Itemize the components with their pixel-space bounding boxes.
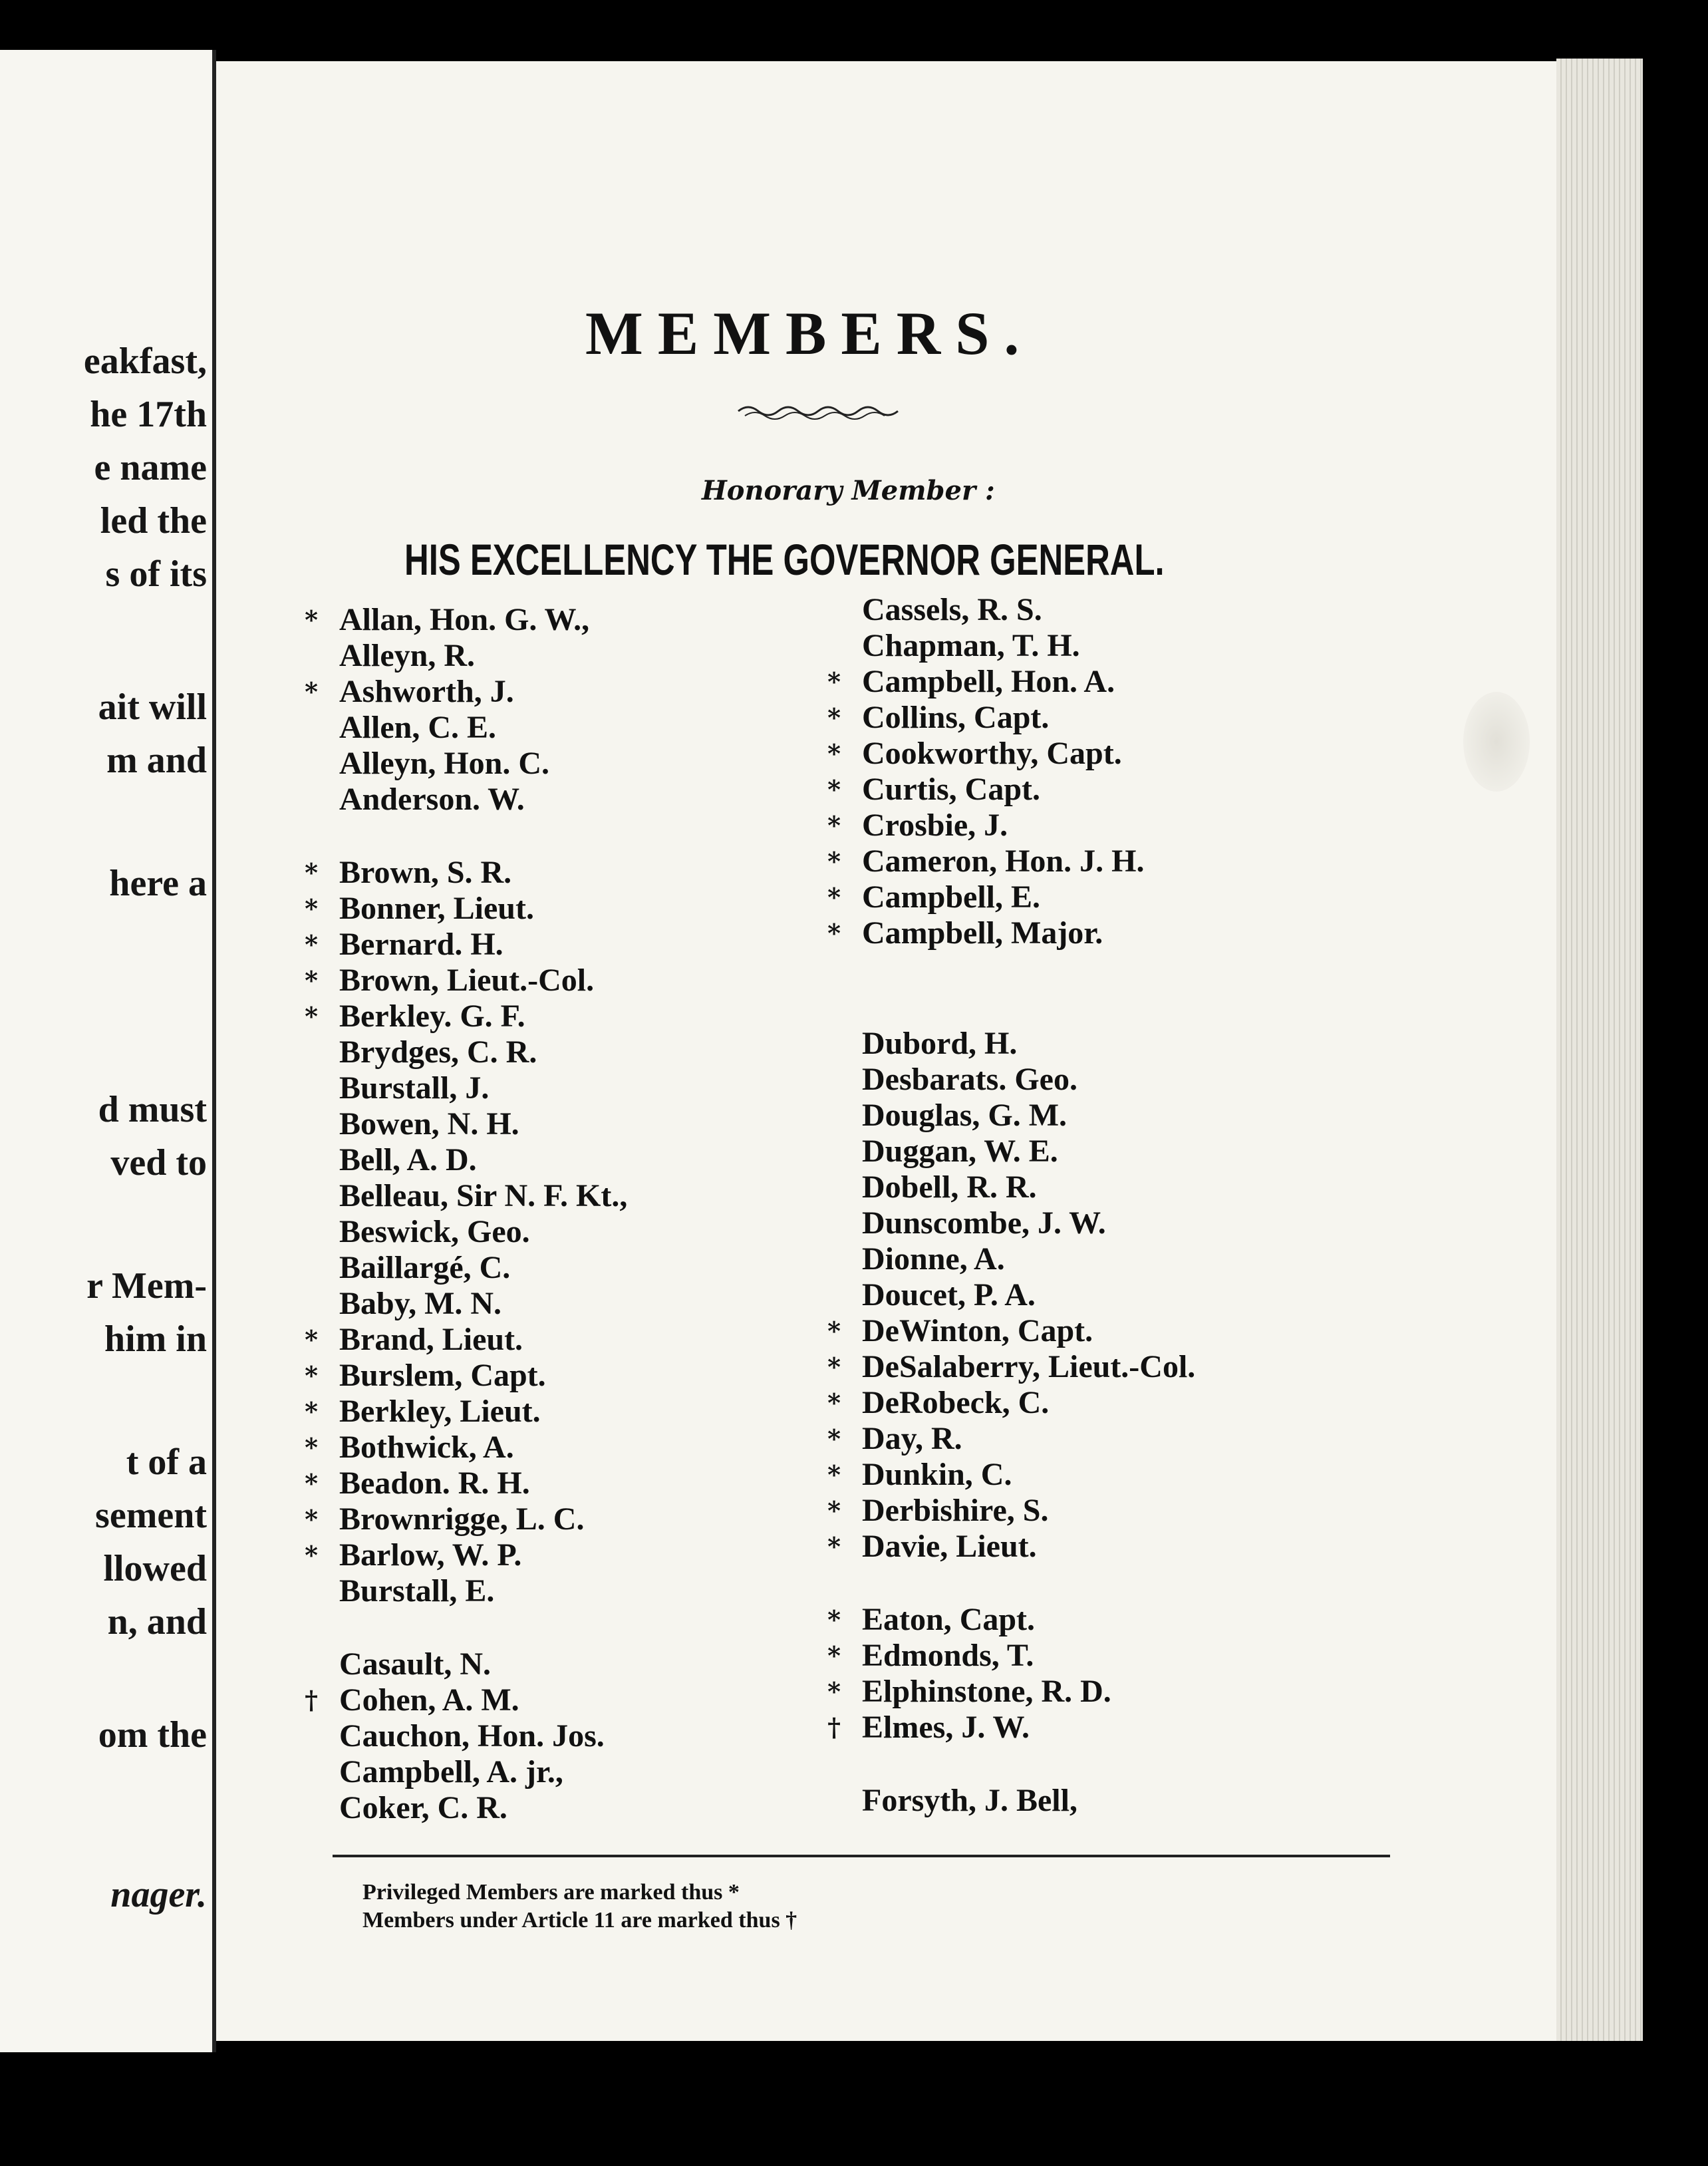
member-entry	[821, 808, 1419, 844]
member-mark: *	[305, 1396, 318, 1426]
member-name: Bowen, N. H.	[339, 1106, 519, 1142]
member-entry	[298, 1537, 897, 1573]
member-name: Anderson. W.	[339, 782, 525, 817]
member-name: Crosbie, J.	[862, 808, 1008, 843]
member-name: Dobell, R. R.	[862, 1169, 1037, 1205]
member-name: Campbell, A. jr.,	[339, 1754, 563, 1789]
member-name: Dunscombe, J. W.	[862, 1205, 1106, 1241]
member-mark: *	[305, 1504, 318, 1534]
member-name: DeSalaberry, Lieut.-Col.	[862, 1349, 1196, 1384]
member-entry	[821, 1457, 1419, 1493]
member-entry	[298, 999, 897, 1034]
member-entry	[298, 1682, 897, 1718]
member-name: Forsyth, J. Bell,	[862, 1783, 1077, 1818]
member-mark: *	[305, 1468, 318, 1498]
member-name: Burslem, Capt.	[339, 1358, 546, 1393]
member-mark: *	[827, 1531, 841, 1561]
member-entry	[821, 628, 1419, 664]
member-entry	[298, 963, 897, 999]
member-entry	[821, 879, 1419, 915]
member-mark: *	[305, 1360, 318, 1390]
member-entry	[821, 1313, 1419, 1349]
member-entry	[821, 700, 1419, 736]
member-entry	[821, 1602, 1419, 1638]
left-text-line: llowed	[103, 1548, 207, 1589]
member-entry	[821, 772, 1419, 808]
member-name: Dunkin, C.	[862, 1457, 1012, 1492]
member-entry	[821, 1098, 1419, 1134]
member-name: Campbell, Major.	[862, 915, 1103, 951]
member-entry	[298, 602, 897, 638]
member-name: Beswick, Geo.	[339, 1214, 530, 1249]
member-entry	[821, 736, 1419, 772]
member-entry	[298, 1142, 897, 1178]
member-name: Coker, C. R.	[339, 1790, 507, 1825]
member-mark: *	[305, 1001, 318, 1031]
member-name: Day, R.	[862, 1421, 962, 1456]
member-entry	[821, 1026, 1419, 1062]
member-entry	[298, 1646, 897, 1682]
member-mark: *	[305, 677, 318, 706]
member-mark: *	[827, 1676, 841, 1706]
member-name: Bonner, Lieut.	[339, 891, 534, 926]
member-name: Alleyn, R.	[339, 638, 475, 673]
member-mark: *	[827, 667, 841, 696]
member-entry	[821, 1638, 1419, 1674]
member-mark: *	[827, 1640, 841, 1670]
page-edges	[1556, 59, 1643, 2041]
left-text-line: t of a	[126, 1442, 207, 1483]
left-text-line: m and	[106, 740, 207, 781]
footnote-article-11: Members under Article 11 are marked thus †	[362, 1908, 797, 1933]
left-text-line: he 17th	[90, 394, 207, 435]
member-entry	[821, 1529, 1419, 1565]
member-mark: *	[827, 1352, 841, 1382]
member-mark: *	[827, 846, 841, 876]
member-name: Allan, Hon. G. W.,	[339, 602, 590, 637]
member-entry	[298, 1790, 897, 1826]
member-mark: *	[305, 1324, 318, 1354]
left-text-line: here a	[109, 863, 207, 904]
member-entry	[821, 1421, 1419, 1457]
member-name: Edmonds, T.	[862, 1638, 1034, 1673]
member-mark: *	[827, 918, 841, 948]
member-entry	[298, 1466, 897, 1501]
member-entry	[821, 1674, 1419, 1710]
member-entry	[821, 915, 1419, 951]
member-entry	[298, 1214, 897, 1250]
facing-page-fragment	[0, 50, 216, 2052]
list-gap	[298, 1609, 897, 1646]
member-name: Douglas, G. M.	[862, 1098, 1068, 1133]
member-name: Elphinstone, R. D.	[862, 1674, 1111, 1709]
member-entry	[821, 1134, 1419, 1169]
member-entry	[298, 782, 897, 818]
left-text-line: nager.	[110, 1874, 207, 1915]
member-name: Cookworthy, Capt.	[862, 736, 1122, 771]
member-mark: *	[827, 810, 841, 840]
member-name: Baillargé, C.	[339, 1250, 511, 1285]
member-name: Casault, N.	[339, 1646, 492, 1682]
member-entry	[298, 1322, 897, 1358]
member-mark: *	[827, 882, 841, 912]
left-text-line: sement	[95, 1495, 207, 1536]
member-name: Campbell, Hon. A.	[862, 664, 1115, 699]
member-mark: *	[305, 965, 318, 995]
member-entry	[298, 710, 897, 746]
left-text-line: ait will	[98, 687, 207, 728]
member-name: Brand, Lieut.	[339, 1322, 523, 1357]
member-name: Cassels, R. S.	[862, 592, 1042, 627]
title-flourish	[735, 401, 908, 421]
list-gap	[821, 989, 1419, 1026]
left-text-line: e name	[94, 447, 207, 488]
left-text-line: led the	[100, 500, 207, 542]
member-name: Dubord, H.	[862, 1026, 1018, 1061]
list-gap	[298, 818, 897, 855]
left-text-line: s of its	[105, 553, 207, 595]
member-mark: †	[827, 1712, 841, 1742]
left-text-line: om the	[98, 1714, 207, 1756]
member-mark: *	[827, 1460, 841, 1489]
member-name: Burstall, J.	[339, 1070, 490, 1106]
member-name: DeWinton, Capt.	[862, 1313, 1093, 1348]
member-entry	[298, 927, 897, 963]
member-name: Beadon. R. H.	[339, 1466, 530, 1501]
member-entry	[821, 664, 1419, 700]
member-entry	[821, 1241, 1419, 1277]
footnote-rule	[333, 1855, 1390, 1857]
member-mark: *	[305, 893, 318, 923]
member-name: Brown, S. R.	[339, 855, 512, 890]
member-entry	[298, 1573, 897, 1609]
member-name: Cauchon, Hon. Jos.	[339, 1718, 605, 1754]
member-mark: *	[305, 1540, 318, 1570]
member-name: Brydges, C. R.	[339, 1034, 537, 1070]
member-name: Bell, A. D.	[339, 1142, 477, 1177]
member-entry	[821, 844, 1419, 879]
page-title: MEMBERS.	[585, 299, 1034, 367]
member-mark: *	[827, 1605, 841, 1634]
member-name: Belleau, Sir N. F. Kt.,	[339, 1178, 628, 1213]
member-entry	[298, 674, 897, 710]
member-mark: *	[305, 929, 318, 959]
member-name: Berkley, Lieut.	[339, 1394, 541, 1429]
member-mark: *	[305, 1432, 318, 1462]
member-name: Ashworth, J.	[339, 674, 514, 709]
member-mark: †	[305, 1685, 318, 1715]
member-entry	[821, 592, 1419, 628]
member-entry	[298, 1070, 897, 1106]
left-text-line: ved to	[110, 1142, 207, 1183]
left-text-line: r Mem-	[86, 1265, 207, 1307]
member-entry	[298, 746, 897, 782]
member-name: Eaton, Capt.	[862, 1602, 1036, 1637]
member-name: Derbishire, S.	[862, 1493, 1049, 1528]
member-name: Cohen, A. M.	[339, 1682, 519, 1718]
member-name: Baby, M. N.	[339, 1286, 502, 1321]
member-entry	[298, 1286, 897, 1322]
member-entry	[821, 1385, 1419, 1421]
member-entry	[298, 1430, 897, 1466]
member-name: Bothwick, A.	[339, 1430, 514, 1465]
list-gap	[821, 1746, 1419, 1783]
paper-stain	[1463, 692, 1530, 792]
member-name: Doucet, P. A.	[862, 1277, 1036, 1313]
member-name: Elmes, J. W.	[862, 1710, 1030, 1745]
member-name: Chapman, T. H.	[862, 628, 1080, 663]
member-name: Bernard. H.	[339, 927, 503, 962]
member-entry	[821, 1277, 1419, 1313]
member-name: Desbarats. Geo.	[862, 1062, 1077, 1097]
member-mark: *	[827, 774, 841, 804]
member-mark: *	[827, 702, 841, 732]
member-name: Brownrigge, L. C.	[339, 1501, 585, 1537]
member-name: Campbell, E.	[862, 879, 1041, 915]
member-name: Allen, C. E.	[339, 710, 497, 745]
member-mark: *	[827, 1424, 841, 1454]
footnote-privileged: Privileged Members are marked thus *	[362, 1880, 740, 1905]
member-name: Berkley. G. F.	[339, 999, 525, 1034]
member-mark: *	[827, 738, 841, 768]
left-text-line: d must	[98, 1089, 207, 1130]
member-name: DeRobeck, C.	[862, 1385, 1050, 1420]
list-gap	[821, 951, 1419, 989]
member-mark: *	[305, 857, 318, 887]
member-name: Alleyn, Hon. C.	[339, 746, 550, 781]
left-text-line: him in	[104, 1318, 207, 1360]
left-text-line: n, and	[107, 1601, 207, 1642]
member-name: Dionne, A.	[862, 1241, 1005, 1277]
member-entry	[298, 1178, 897, 1214]
members-column-right	[821, 592, 1419, 1819]
member-name: Duggan, W. E.	[862, 1134, 1058, 1169]
list-gap	[821, 1565, 1419, 1602]
member-entry	[821, 1783, 1419, 1819]
member-entry	[298, 1034, 897, 1070]
member-entry	[298, 1718, 897, 1754]
member-entry	[821, 1493, 1419, 1529]
member-entry	[298, 1250, 897, 1286]
member-entry	[298, 1501, 897, 1537]
member-name: Collins, Capt.	[862, 700, 1050, 735]
member-name: Burstall, E.	[339, 1573, 495, 1609]
member-name: Brown, Lieut.-Col.	[339, 963, 595, 998]
member-entry	[298, 1106, 897, 1142]
honorary-member-name: HIS EXCELLENCY THE GOVERNOR GENERAL.	[404, 535, 1165, 584]
member-entry	[821, 1169, 1419, 1205]
member-name: Barlow, W. P.	[339, 1537, 522, 1573]
member-mark: *	[305, 605, 318, 635]
member-entry	[821, 1710, 1419, 1746]
member-entry	[298, 638, 897, 674]
member-entry	[298, 855, 897, 891]
member-entry	[298, 1358, 897, 1394]
left-text-line: eakfast,	[83, 341, 207, 382]
member-mark: *	[827, 1495, 841, 1525]
member-entry	[821, 1349, 1419, 1385]
members-column-left	[298, 602, 897, 1826]
honorary-member-heading: Honorary Member :	[702, 475, 995, 506]
member-entry	[298, 891, 897, 927]
member-mark: *	[827, 1388, 841, 1418]
member-entry	[821, 1205, 1419, 1241]
member-name: Curtis, Capt.	[862, 772, 1041, 807]
member-mark: *	[827, 1316, 841, 1346]
member-entry	[298, 1394, 897, 1430]
member-name: Davie, Lieut.	[862, 1529, 1037, 1564]
member-entry	[821, 1062, 1419, 1098]
member-name: Cameron, Hon. J. H.	[862, 844, 1145, 879]
member-entry	[298, 1754, 897, 1790]
